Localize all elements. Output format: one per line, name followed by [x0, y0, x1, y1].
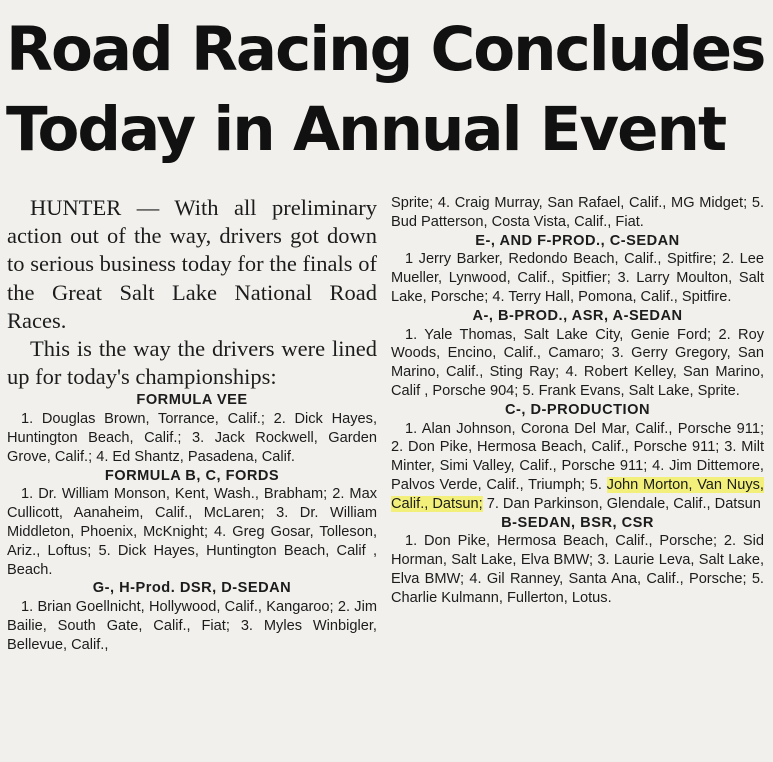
article-headline — [6, 10, 771, 170]
headline-line-2: Today in Annual Event — [6, 94, 726, 165]
section-heading-b-sedan: B-SEDAN, BSR, CSR — [501, 514, 654, 531]
section-heading-a-b-prod: A-, B-PROD., ASR, A-SEDAN — [472, 307, 683, 324]
results-c-d-text-after: 7. Dan Parkinson, Glendale, Calif., Datsun — [482, 495, 761, 512]
results-formula-vee: 1. Douglas Brown, Torrance, Calif.; 2. Dick Hayes, Huntington Beach, Calif.; 3. Jack Rockwell, Garden Grove, Calif.; 4. Ed Shantz, Pasadena, Calif. — [7, 411, 377, 465]
results-c-d-text-before: 1. Alan Johnson, Corona Del Mar, Calif., Porsche 911; 2. Don Pike, Hermosa Beach, Calif., Porsche 911; 3. Milt Minter, Simi Valley, Calif., Porsche 911; 4. Jim Dittemore, Palvos Verde, Calif., Triumph; 5. — [391, 420, 764, 493]
section-heading-formula-vee: FORMULA VEE — [136, 392, 248, 409]
section-heading-g-h-prod: G-, H-Prod. DSR, D-SEDAN — [92, 580, 292, 597]
lead-paragraph-2: This is the way the drivers were lined up for today's championships: — [7, 336, 377, 390]
results-b-sedan: 1. Don Pike, Hermosa Beach, Calif., Porsche; 2. Sid Horman, Salt Lake, Elva BMW; 3. Laurie Leva, Salt Lake, Elva BMW; 4. Gil Ranney, Santa Ana, Calif., Porsche; 5. Charlie Kulmann, Fullerton, Lotus. — [391, 533, 764, 606]
left-column — [7, 194, 377, 655]
highlighted-text: John Morton, Van Nuys, Calif., Datsun; — [391, 476, 764, 512]
right-column — [391, 194, 764, 608]
results-g-h-prod: 1. Brian Goellnicht, Hollywood, Calif., Kangaroo; 2. Jim Bailie, South Gate, Calif., Fiat; 3. Myles Winbigler, Bellevue, Calif., — [7, 599, 377, 653]
headline-line-1: Road Racing Concludes — [6, 14, 765, 85]
section-heading-e-f-prod: E-, AND F-PROD., C-SEDAN — [475, 232, 680, 249]
results-e-f-prod: 1 Jerry Barker, Redondo Beach, Calif., Spitfire; 2. Lee Mueller, Lynwood, Calif., Spitfier; 3. Larry Moulton, Salt Lake, Porsche; 4. Terry Hall, Pomona, Calif., Spitfire. — [391, 251, 764, 305]
section-heading-c-d-production: C-, D-PRODUCTION — [504, 401, 650, 418]
section-heading-formula-b-c-fords: FORMULA B, C, FORDS — [104, 467, 280, 484]
results-continuation: Sprite; 4. Craig Murray, San Rafael, Calif., MG Midget; 5. Bud Patterson, Costa Vista, Calif., Fiat. — [391, 195, 764, 230]
lead-paragraph: HUNTER — With all preliminary action out of the way, drivers got down to serious business today for the finals of the Great Salt Lake National Road Races. — [7, 195, 377, 333]
results-formula-b-c-fords: 1. Dr. William Monson, Kent, Wash., Brabham; 2. Max Cullicott, Aanaheim, Calif., McLaren; 3. Dr. William Middleton, Phoenix, McKnight; 4. Greg Gosar, Tolleson, Ariz., Loftus; 5. Dick Hayes, Huntington Beach, Calif , Beach. — [7, 486, 377, 578]
results-c-d-production — [391, 420, 764, 514]
results-a-b-prod: 1. Yale Thomas, Salt Lake City, Genie Ford; 2. Roy Woods, Encino, Calif., Camaro; 3. Gerry Gregory, San Marino, Calif., Sting Ray; 4. Robert Kelley, San Marino, Calif , Porsche 904; 5. Frank Evans, Salt Lake, Sprite. — [391, 326, 764, 399]
